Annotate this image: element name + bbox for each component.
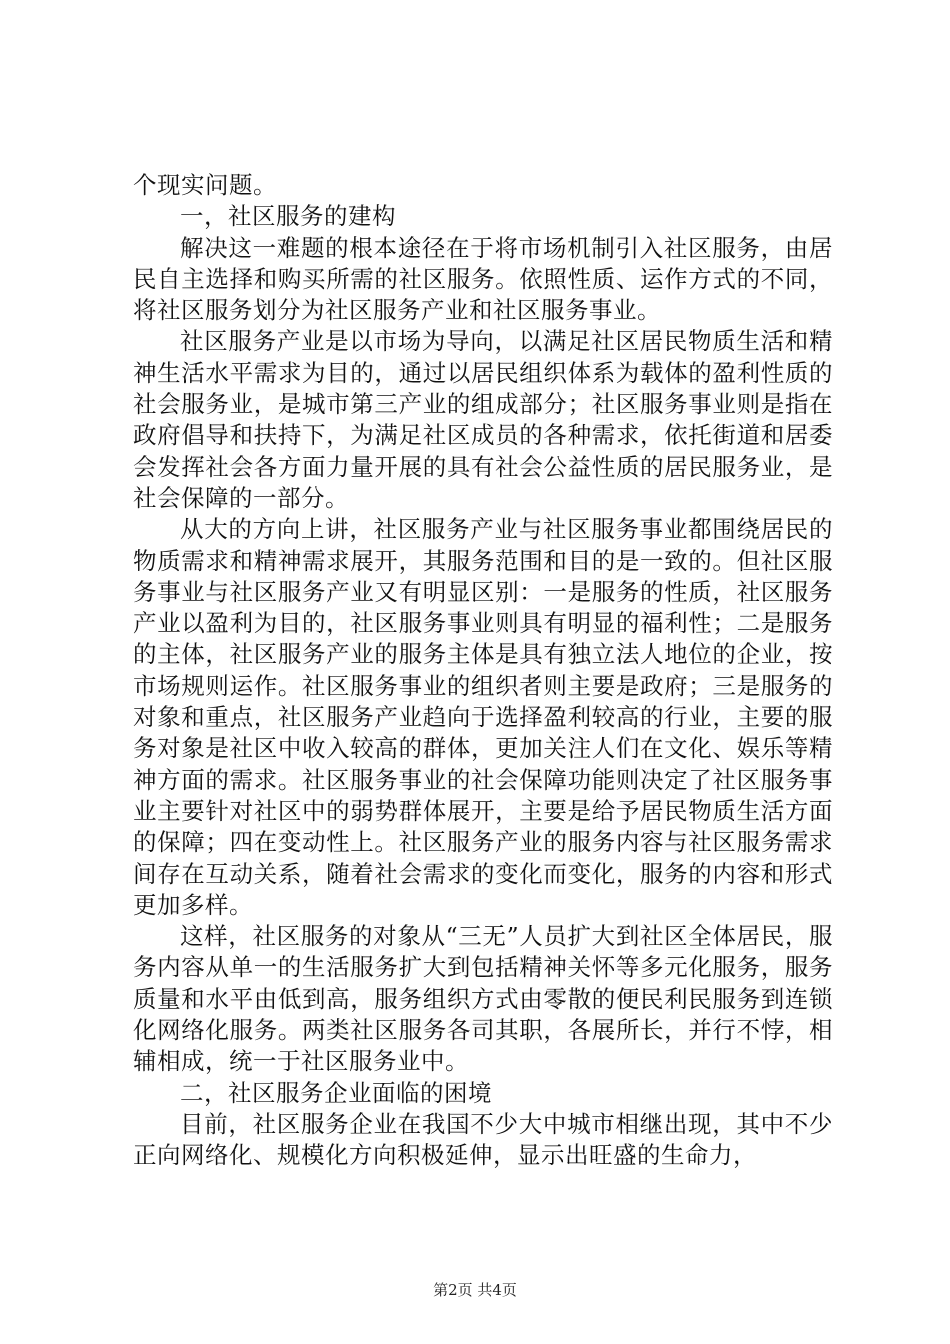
paragraph-continuation: 个现实问题。 xyxy=(133,171,277,199)
page-number-footer: 第2页 共4页 xyxy=(433,1281,517,1299)
section-heading-2: 二，社区服务企业面临的困境 xyxy=(180,1078,492,1107)
paragraph: 从大的方向上讲，社区服务产业与社区服务事业都围绕居民的物质需求和精神需求展开，其服务范围和目的是一致的。但社区服务事业与社区服务产业又有明显区别：一是服务的性质，社区服务产业以盈利为目的，社区服务事业则具有明显的福利性；二是服务的主体，社区服务产业的服务主体是具有独立法人地位的企业，按市场规则运作。社区服务事业的组织者则主要是政府；三是服务的对象和重点，社区服务产业趋向于选择盈利较高的行业，主要的服务对象是社区中收入较高的群体，更加关注人们在文化、娱乐等精神方面的需求。社区服务事业的社会保障功能则决定了社区服务事业主要针对社区中的弱势群体展开，主要是给予居民物质生活方面的保障；四在变动性上。社区服务产业的服务内容与社区服务需求间存在互动关系，随着社会需求的变化而变化，服务的内容和形式更加多样。 xyxy=(133,515,833,919)
document-body xyxy=(133,170,833,1172)
paragraph: 这样，社区服务的对象从“三无”人员扩大到社区全体居民，服务内容从单一的生活服务扩大到包括精神关怀等多元化服务，服务质量和水平由低到高，服务组织方式由零散的便民利民服务到连锁化网络化服务。两类社区服务各司其职，各展所长，并行不悖，相辅相成，统一于社区服务业中。 xyxy=(133,922,833,1076)
section-heading-1: 一，社区服务的建构 xyxy=(180,202,396,231)
paragraph: 目前，社区服务企业在我国不少大中城市相继出现，其中不少正向网络化、规模化方向积极延伸，显示出旺盛的生命力， xyxy=(133,1109,833,1170)
paragraph: 解决这一难题的根本途径在于将市场机制引入社区服务，由居民自主选择和购买所需的社区服务。依照性质、运作方式的不同，将社区服务划分为社区服务产业和社区服务事业。 xyxy=(133,233,833,325)
paragraph: 社区服务产业是以市场为导向，以满足社区居民物质生活和精神生活水平需求为目的，通过以居民组织体系为载体的盈利性质的社会服务业，是城市第三产业的组成部分；社区服务事业则是指在政府倡导和扶持下，为满足社区成员的各种需求，依托街道和居委会发挥社会各方面力量开展的具有社会公益性质的居民服务业，是社会保障的一部分。 xyxy=(133,327,833,512)
